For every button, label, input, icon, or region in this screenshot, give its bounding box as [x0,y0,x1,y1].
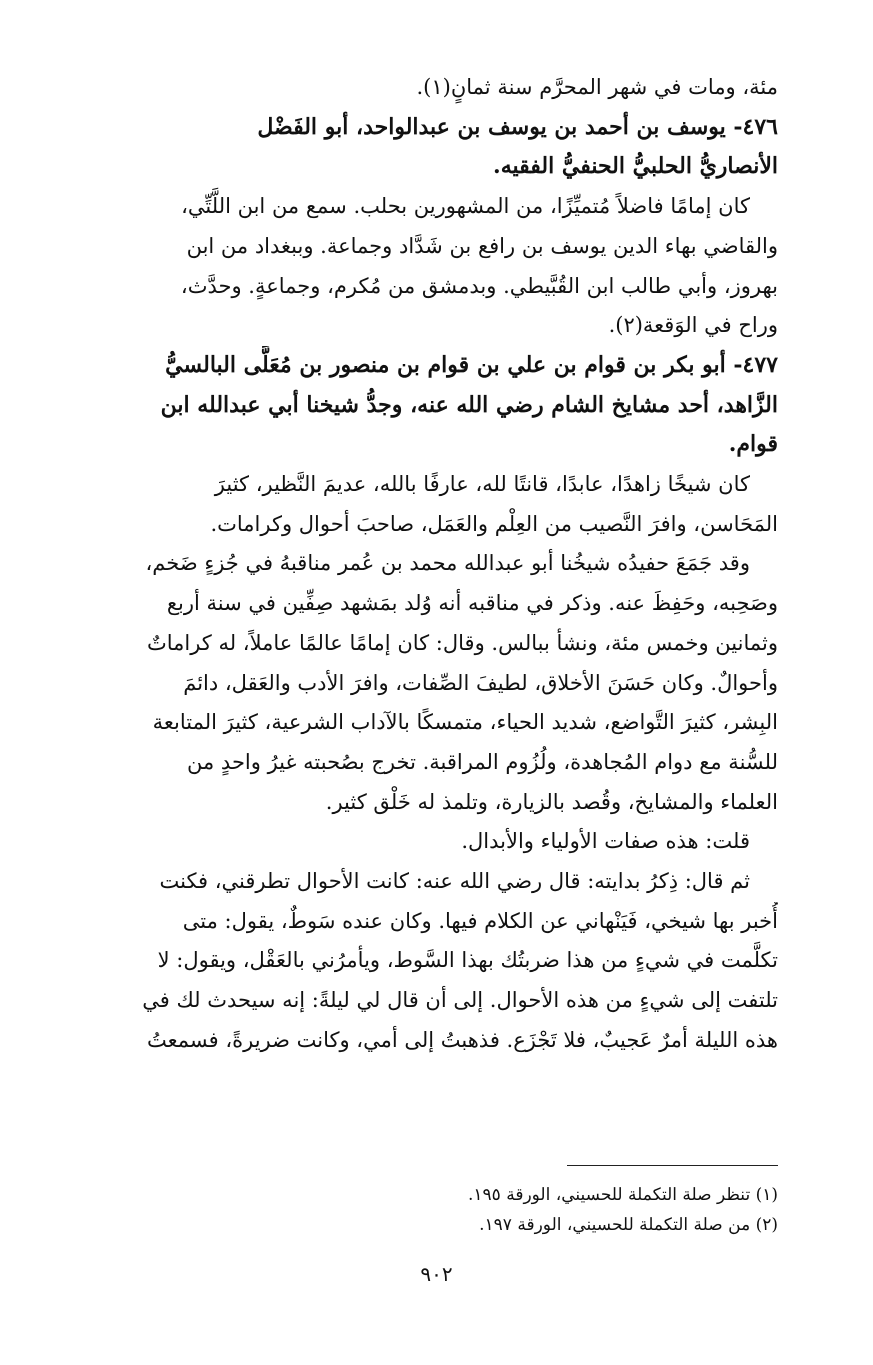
text-line-18: للسُّنة مع دوام المُجاهدة، ولُزُوم المراقبة. تخرج بصُحبته غيرُ واحدٍ من [187,749,778,774]
text-line-25: هذه الليلة أمرٌ عَجيبٌ، فلا تَجْزَع. فذهبتُ إلى أمي، وكانت ضريرةً، فسمعتُ [146,1027,778,1052]
text-line-19: العلماء والمشايخ، وقُصد بالزيارة، وتلمذ له خَلْق كثير. [325,789,778,814]
entry-heading-477-line-1: ٤٧٧- أبو بكر بن قوام بن علي بن قوام بن منصور بن مُعَلَّى البالسيُّ [165,351,778,378]
text-line-20: قلت: هذه صفات الأولياء والأبدال. [461,829,750,854]
page-number: ٩٠٢ [420,1262,453,1286]
footnote-2: (٢) من صلة التكملة للحسيني، الورقة ١٩٧. [479,1215,778,1235]
footnote-1: (١) تنظر صلة التكملة للحسيني، الورقة ١٩٥. [467,1185,778,1205]
main-text [40,68,778,1061]
text-line-4: كان إمامًا فاضلاً مُتميِّزًا، من المشهورين بحلب. سمع من ابن اللَّتِّي، [181,194,750,219]
text-line-24: تلتفت إلى شيءٍ من هذه الأحوال. إلى أن قال لي ليلةً: إنه سيحدث لك في [142,988,778,1013]
text-line-23: تكلَّمت في شيءٍ من هذا ضربتُك بهذا السَّوط، ويأمرُني بالعَقْل، ويقول: لا [157,948,778,973]
text-line-14: وصَحِبه، وحَفِظَ عنه. وذكر في مناقبه أنه وُلد بمَشهد صِفِّين في سنة أربع [166,591,778,616]
text-line-16: وأحوالٌ. وكان حَسَنَ الأخلاق، لطيفَ الصِّفات، وافرَ الأدب والعَقل، دائمَ [183,670,778,695]
text-line-15: وثمانين وخمس مئة، ونشأ ببالس. وقال: كان إمامًا عالمًا عاملاً، له كراماتٌ [146,630,778,655]
text-line-12: المَحَاسن، وافرَ النَّصيب من العِلْم والعَمَل، صاحبَ أحوال وكرامات. [210,511,778,536]
text-line-6: بهروز، وأبي طالب ابن القُبَّيطي. وبدمشق من مُكرم، وجماعةٍ. وحدَّث، [180,273,778,298]
entry-heading-477-line-3: قوام. [728,431,778,458]
text-line-5: والقاضي بهاء الدين يوسف بن رافع بن شَدَّاد وجماعة. وببغداد من ابن [186,233,778,258]
footnotes [40,1180,778,1240]
entry-heading-476-line-1: ٤٧٦- يوسف بن أحمد بن يوسف بن عبدالواحد، أبو الفَضْل [257,113,778,140]
footnote-separator [567,1165,778,1166]
text-line-17: البِشر، كثيرَ التَّواضع، شديد الحياء، متمسكًا بالآداب الشرعية، كثيرَ المتابعة [152,710,778,735]
text-line-1: مئة، ومات في شهر المحرَّم سنة ثمانٍ(١). [416,75,778,99]
text-line-21: ثم قال: ذِكرُ بدايته: قال رضي الله عنه: كانت الأحوال تطرقني، فكنت [159,869,750,894]
entry-heading-476-line-2: الأنصاريُّ الحلبيُّ الحنفيُّ الفقيه. [493,153,778,180]
text-line-22: أُخبر بها شيخي، فَيَنْهاني عن الكلام فيها. وكان عنده سَوطٌ، يقول: متى [182,908,778,933]
text-line-7: وراح في الوَقعة(٢). [608,313,778,338]
entry-heading-477-line-2: الزَّاهد، أحد مشايخ الشام رضي الله عنه، وجدُّ شيخنا أبي عبدالله ابن [160,391,778,418]
text-line-13: وقد جَمَعَ حفيدُه شيخُنا أبو عبدالله محمد بن عُمر مناقبهُ في جُزءٍ ضَخم، [145,551,750,576]
text-line-11: كان شيخًا زاهدًا، عابدًا، قانتًا لله، عارفًا بالله، عديمَ النَّظير، كثيرَ [214,472,750,497]
